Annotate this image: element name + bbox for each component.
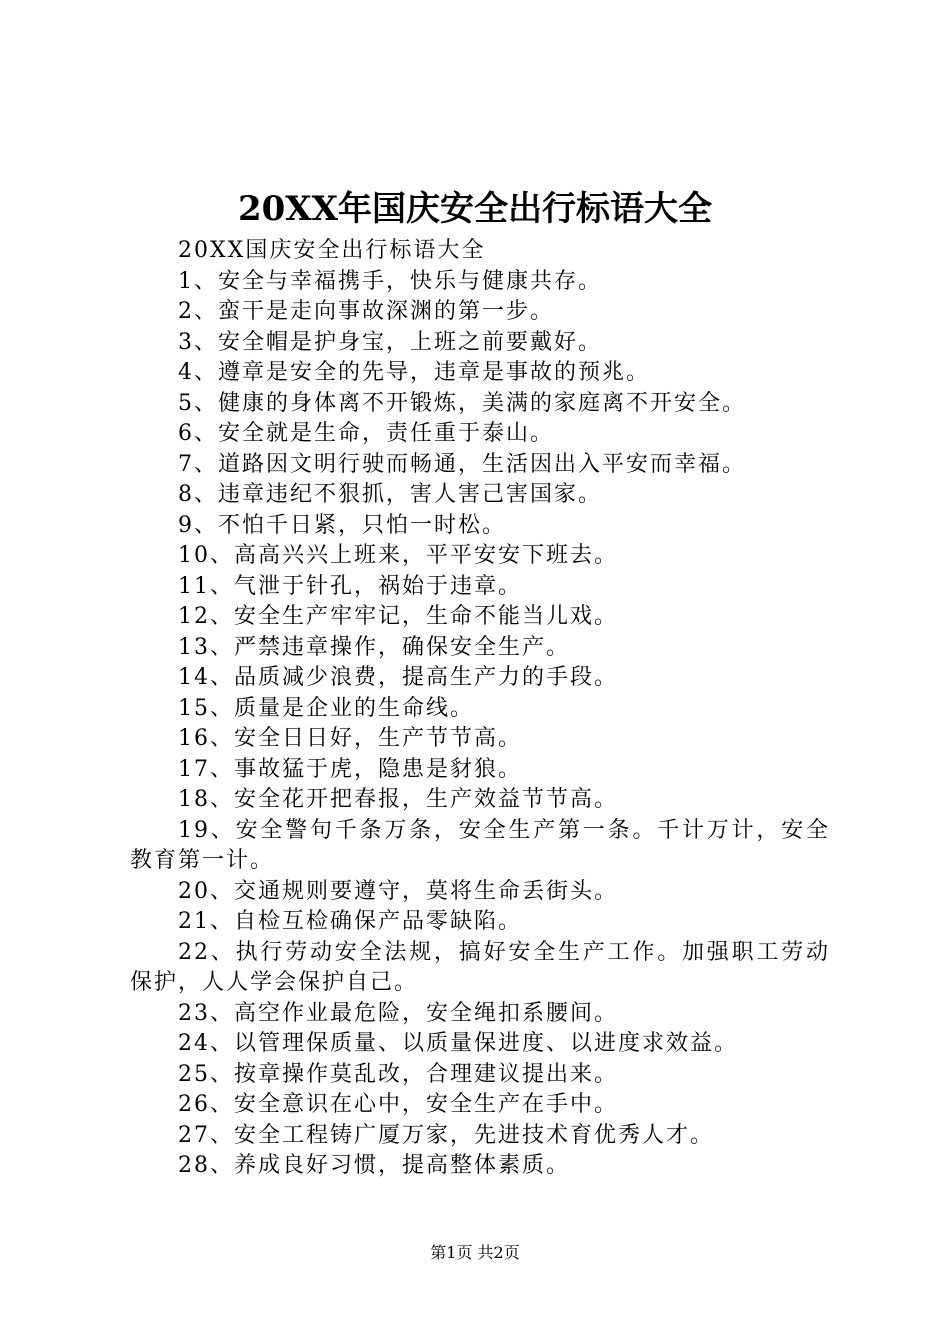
paragraph: 25、按章操作莫乱改，合理建议提出来。 <box>178 1061 618 1087</box>
paragraph: 7、道路因文明行驶而畅通，生活因出入平安而幸福。 <box>178 451 746 477</box>
paragraph: 16、安全日日好，生产节节高。 <box>178 726 522 751</box>
paragraph: 21、自检互检确保产品零缺陷。 <box>178 909 522 934</box>
paragraph: 4、遵章是安全的先导，违章是事故的预兆。 <box>178 360 650 385</box>
paragraph: 8、违章违纪不狠抓，害人害己害国家。 <box>178 482 602 507</box>
paragraph: 18、安全花开把春报，生产效益节节高。 <box>178 787 618 812</box>
paragraph: 15、质量是企业的生命线。 <box>178 695 474 721</box>
paragraph: 20、交通规则要遵守，莫将生命丢街头。 <box>178 878 618 904</box>
paragraph: 23、高空作业最危险，安全绳扣系腰间。 <box>178 1000 618 1026</box>
paragraph: 5、健康的身体离不开锻炼，美满的家庭离不开安全。 <box>178 390 746 416</box>
paragraph: 26、安全意识在心中，安全生产在手中。 <box>178 1092 618 1117</box>
paragraph: 9、不怕千日紧，只怕一时松。 <box>178 512 506 538</box>
paragraph: 17、事故猛于虎，隐患是豺狼。 <box>178 756 522 782</box>
paragraph: 10、高高兴兴上班来，平平安安下班去。 <box>178 543 618 568</box>
paragraph: 22、执行劳动安全法规，搞好安全生产工作。加强职工劳动保护，人人学会保护自己。 <box>130 939 830 995</box>
paragraph: 13、严禁违章操作，确保安全生产。 <box>178 634 570 660</box>
document-body <box>130 236 830 1182</box>
paragraph: 3、安全帽是护身宝，上班之前要戴好。 <box>178 329 602 355</box>
paragraph: 6、安全就是生命，责任重于泰山。 <box>178 421 554 446</box>
paragraph: 19、安全警句千条万条，安全生产第一条。千计万计，安全教育第一计。 <box>130 817 830 873</box>
paragraph: 20XX国庆安全出行标语大全 <box>178 238 486 263</box>
paragraph: 27、安全工程铸广厦万家，先进技术育优秀人才。 <box>178 1122 714 1148</box>
paragraph: 1、安全与幸福携手，快乐与健康共存。 <box>178 268 602 294</box>
page-footer: 第1页 共2页 <box>430 1243 520 1262</box>
paragraph: 11、气泄于针孔，祸始于违章。 <box>178 573 522 599</box>
paragraph: 14、品质减少浪费，提高生产力的手段。 <box>178 665 618 690</box>
paragraph: 12、安全生产牢牢记，生命不能当儿戏。 <box>178 604 618 629</box>
paragraph: 2、蛮干是走向事故深渊的第一步。 <box>178 299 554 324</box>
page-title: 20XX年国庆安全出行标语大全 <box>237 189 713 229</box>
paragraph: 24、以管理保质量、以质量保进度、以进度求效益。 <box>178 1031 738 1056</box>
paragraph: 28、养成良好习惯，提高整体素质。 <box>178 1153 570 1178</box>
